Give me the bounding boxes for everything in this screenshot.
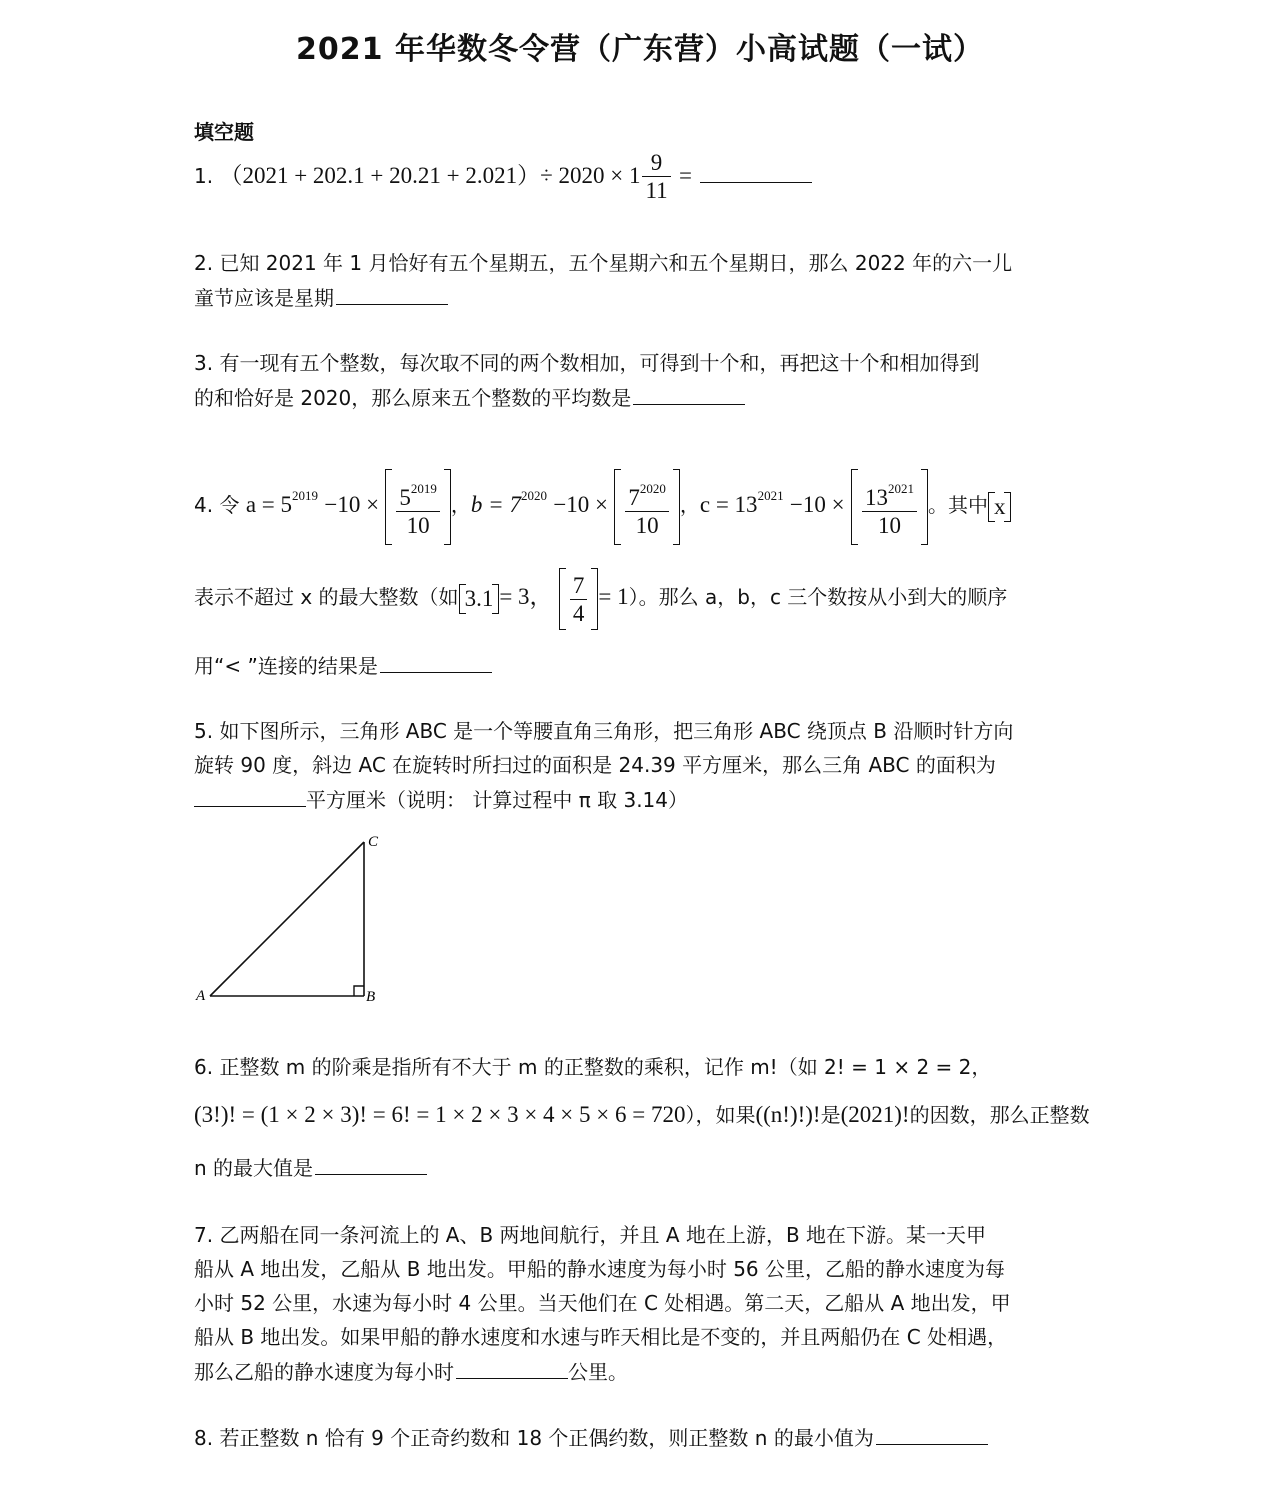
q4-example-1-eq: = 3， [499, 584, 553, 609]
question-4-line-2 [194, 566, 1094, 630]
answer-blank[interactable] [336, 280, 448, 305]
q4-let: 令 [219, 493, 240, 517]
fraction-denominator: 10 [625, 511, 669, 540]
answer-blank[interactable] [876, 1420, 988, 1445]
q6-math-example: (3!)! = (1 × 2 × 3)! = 6! = 1 × 2 × 3 × 4 × 5 × 6 = 720 [194, 1102, 686, 1127]
question-6 [194, 1050, 1094, 1084]
q4-c-fraction [862, 476, 917, 540]
question-number: 1. [194, 164, 214, 188]
q5-line-1: 5. 如下图所示，三角形 ABC 是一个等腰直角三角形，把三角形 ABC 绕顶点 B 沿顺时针方向 [194, 719, 1014, 743]
q4-example-2-fraction [570, 573, 588, 628]
floor-bracket [559, 568, 599, 630]
fraction-denominator: 4 [570, 599, 588, 628]
q4-minus-ten: −10 × [553, 492, 609, 517]
q4-line-2-text-b: ）。那么 a，b，c 三个数按从小到大的顺序 [628, 585, 1008, 609]
question-5 [194, 714, 1094, 817]
q4-a-exponent: 2019 [292, 488, 318, 503]
q2-line-1: 2. 已知 2021 年 1 月恰好有五个星期五，五个星期六和五个星期日，那么 2022 年的六一儿 [194, 251, 1013, 275]
fraction-numerator: 5 [399, 485, 411, 510]
question-4-line-3 [194, 648, 1094, 683]
q2-line-2 [194, 280, 1094, 315]
vertex-label-b: B [366, 989, 376, 1005]
question-4: 4. 令 $a = 5^{2019} -10$ × $\frac{5^{2019}}{10}$ ，$b = 7^{2020} -10$ × $\frac{7^{2020}}{10}$ ，$c = 13^{2021} -10$ × $\frac{13^{2021}}{10}$ 。其中 x [194, 458, 1094, 545]
fraction-numerator: 7 [572, 572, 585, 598]
q4-c-exponent: 2021 [757, 488, 784, 503]
q4-b-base: b = 7 [470, 492, 521, 517]
fraction-numerator: 9 [650, 150, 663, 175]
fraction-denominator: 10 [396, 511, 440, 540]
fraction-exponent: 2020 [639, 481, 666, 496]
question-1 [194, 150, 1094, 205]
q3-line-2 [194, 380, 1094, 415]
fraction-exponent: 2021 [887, 481, 914, 496]
q7-line-5-text-b: 公里。 [568, 1360, 628, 1384]
q1-expression: （2021 + 202.1 + 20.21 + 2.021）÷ 2020 × 1 [219, 163, 641, 188]
answer-blank[interactable] [380, 648, 492, 673]
q3-line-2-text: 的和恰好是 2020，那么原来五个整数的平均数是 [194, 386, 632, 410]
q4-example-1: 3.1 [464, 585, 494, 611]
section-heading: 填空题 [194, 120, 254, 144]
q3-line-1: 3. 有一现有五个整数，每次取不同的两个数相加，可得到十个和，再把这十个和相加得到 [194, 351, 980, 375]
q7-line-5-text-a: 那么乙船的静水速度为每小时 [194, 1360, 454, 1384]
q4-tail: 。其中 [927, 493, 988, 517]
q4-c-base: c = 13 [699, 492, 758, 517]
side-ac [210, 842, 364, 996]
q5-line-3 [194, 782, 1094, 817]
q6-line-2-text-b: 是 [820, 1103, 841, 1127]
question-6-line-3 [194, 1150, 1094, 1185]
floor-bracket [385, 469, 451, 545]
answer-blank[interactable] [315, 1150, 427, 1175]
question-2 [194, 246, 1094, 315]
fraction-exponent: 2019 [410, 481, 437, 496]
q4-example-2-eq: = 1 [598, 584, 629, 609]
answer-blank[interactable] [194, 782, 306, 807]
q8-line-1: 8. 若正整数 n 恰有 9 个正奇约数和 18 个正偶约数，则正整数 n 的最小值为 [194, 1426, 874, 1450]
fraction-denominator: 10 [862, 511, 917, 540]
question-number: 4. [194, 493, 214, 517]
page-title: 2021 年华数冬令营（广东营）小高试题（一试） [296, 32, 984, 67]
q4-a-fraction [396, 476, 440, 540]
q4-b-fraction [625, 476, 669, 540]
q6-line-3-text: n 的最大值是 [194, 1156, 314, 1180]
q6-line-1: 6. 正整数 m 的阶乘是指所有不大于 m 的正整数的乘积，记作 m!（如 2! = 1 × 2 = 2， [194, 1055, 992, 1079]
floor-bracket [851, 469, 928, 545]
question-8 [194, 1420, 1094, 1455]
fraction-numerator: 7 [628, 485, 640, 510]
q4-line-2-text-a: 表示不超过 x 的最大整数（如 [194, 585, 459, 609]
q4-x: x [993, 493, 1006, 519]
floor-bracket [459, 584, 500, 614]
equals-sign: = [678, 163, 692, 188]
q5-line-3-text: 平方厘米（说明： 计算过程中 π 取 3.14） [306, 788, 689, 812]
q6-line-2-text-a: ），如果 [685, 1103, 756, 1127]
answer-blank[interactable] [633, 380, 745, 405]
vertex-label-c: C [368, 834, 379, 850]
floor-bracket [988, 492, 1012, 522]
fraction-denominator: 11 [642, 176, 670, 205]
q6-line-2-text-c: 的因数，那么正整数 [909, 1103, 1090, 1127]
q4-a-base: a = 5 [245, 492, 292, 517]
q6-math-nested: ((n!)!)! [755, 1102, 821, 1127]
q7-line-4: 船从 B 地出发。如果甲船的静水速度和水速与昨天相比是不变的，并且两船仍在 C 处相遇， [194, 1325, 1008, 1349]
q7-line-1: 7. 乙两船在同一条河流上的 A、B 两地间航行，并且 A 地在上游，B 地在下游。某一天甲 [194, 1223, 987, 1247]
q4-line-3-text: 用“< ”连接的结果是 [194, 654, 378, 678]
fraction-numerator: 13 [864, 485, 888, 510]
q6-math-2021: (2021)! [840, 1102, 910, 1127]
answer-blank[interactable] [700, 158, 812, 183]
q7-line-5 [194, 1354, 1094, 1389]
q1-fraction [642, 150, 670, 205]
q7-line-2: 船从 A 地出发，乙船从 B 地出发。甲船的静水速度为每小时 56 公里，乙船的静水速度为每 [194, 1257, 1005, 1281]
q7-line-3: 小时 52 公里，水速为每小时 4 公里。当天他们在 C 处相遇。第二天，乙船从 A 地出发，甲 [194, 1291, 1011, 1315]
question-7 [194, 1218, 1094, 1389]
q4-minus-ten: −10 × [324, 492, 380, 517]
q4-b-exponent: 2020 [520, 488, 547, 503]
question-3 [194, 346, 1094, 415]
answer-blank[interactable] [456, 1354, 568, 1379]
triangle-figure [190, 828, 390, 1008]
question-6-line-2 [194, 1098, 1094, 1132]
q2-line-2-text: 童节应该是星期 [194, 286, 334, 310]
vertex-label-a: A [196, 988, 206, 1004]
right-angle-mark [354, 986, 364, 996]
q5-line-2: 旋转 90 度，斜边 AC 在旋转时所扫过的面积是 24.39 平方厘米，那么三角 ABC 的面积为 [194, 753, 996, 777]
q4-minus-ten: −10 × [789, 492, 845, 517]
floor-bracket [614, 469, 680, 545]
